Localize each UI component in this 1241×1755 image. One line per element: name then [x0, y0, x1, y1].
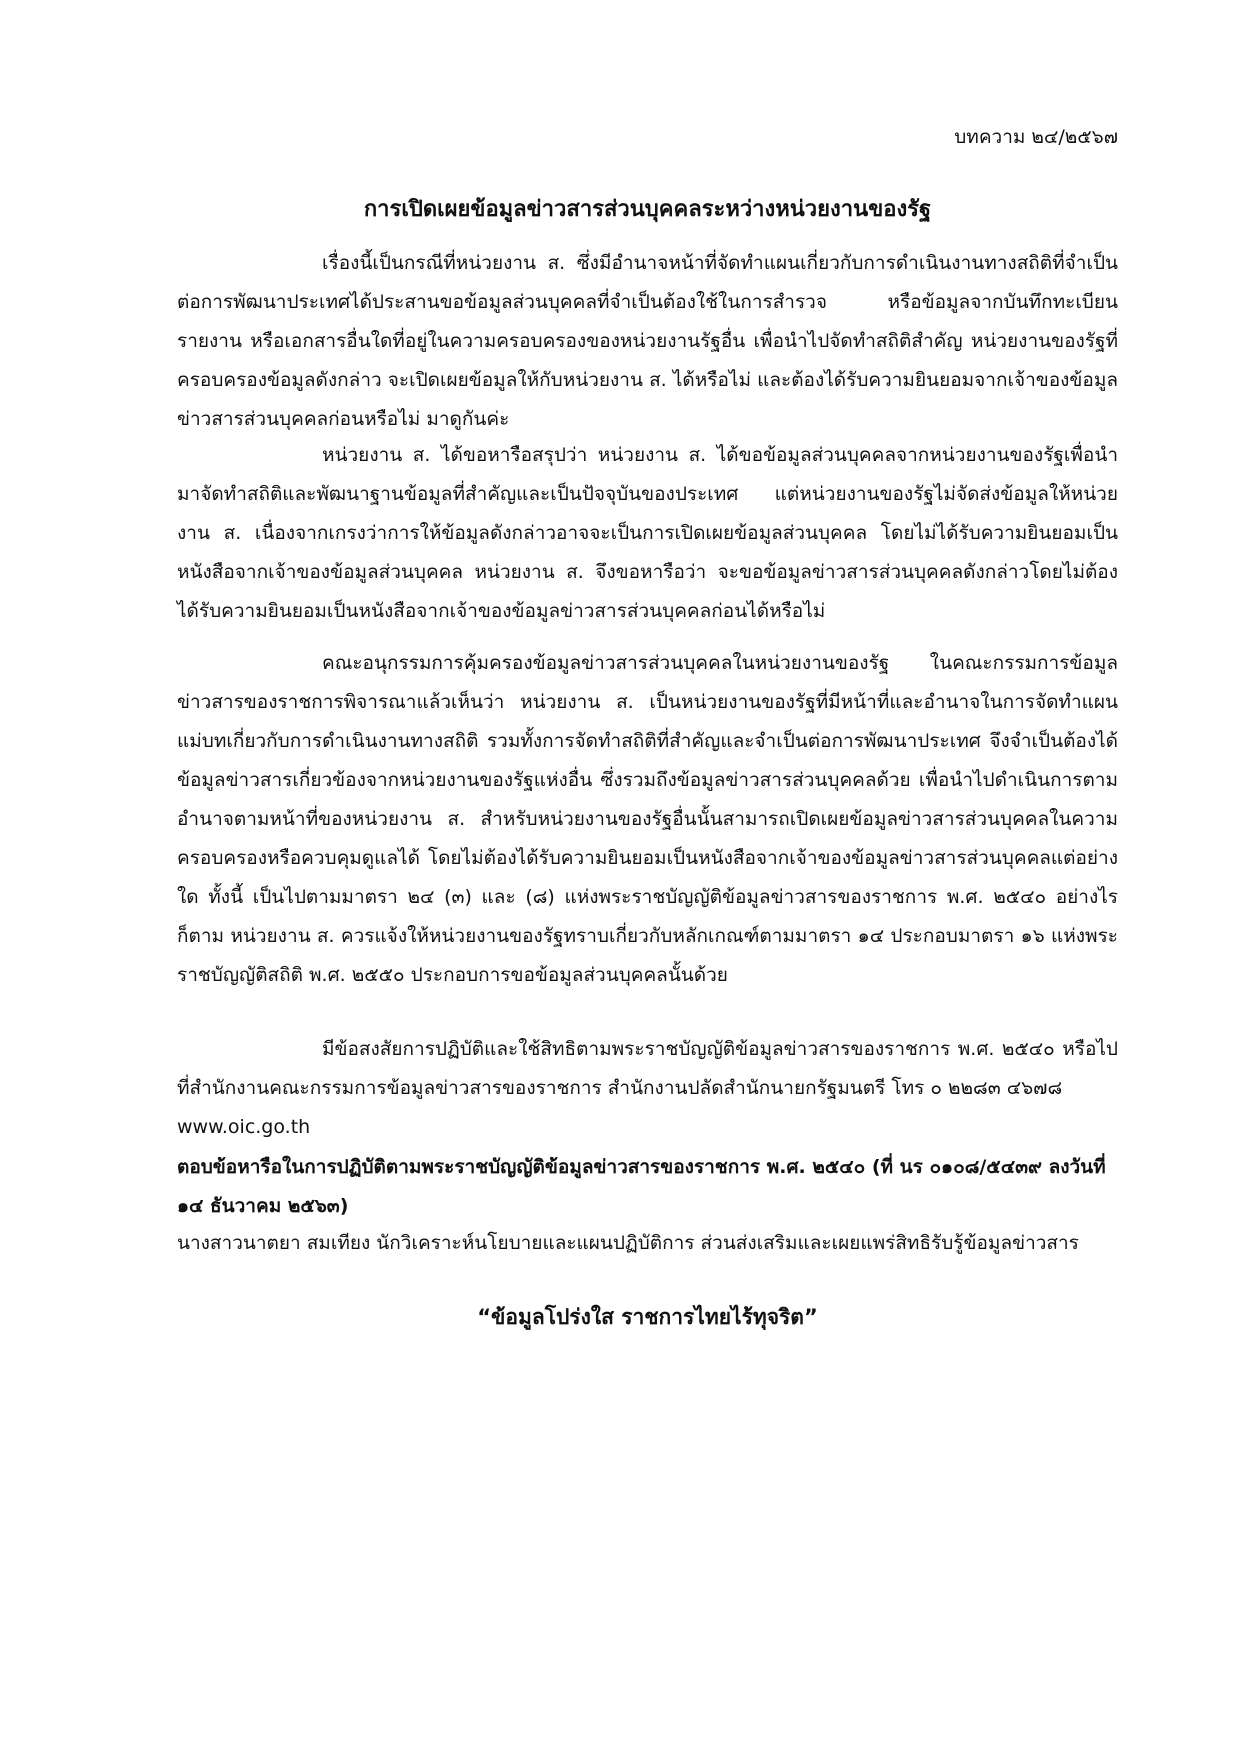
website-link[interactable]: www.oic.go.th — [177, 1116, 311, 1138]
document-page — [177, 0, 1118, 1755]
document-number: บทความ ๒๔/๒๕๖๗ — [954, 126, 1118, 148]
article-title: การเปิดเผยข้อมูลข่าวสารส่วนบุคคลระหว่างหน่วยงานของรัฐ — [363, 197, 932, 222]
paragraph-introduction: เรื่องนี้เป็นกรณีที่หน่วยงาน ส. ซึ่งมีอำนาจหน้าที่จัดทำแผนเกี่ยวกับการดำเนินงานทางสถิติที่จำเป็นต่อการพัฒนาประเทศได้ประสานขอข้อมูลส่วนบุคคลที่จำเป็นต้องใช้ในการสำรวจ หรือข้อมูลจากบันทึกทะเบียน รายงาน หรือเอกสารอื่นใดที่อยู่ในความครอบครองของหน่วยงานรัฐอื่น เพื่อนำไปจัดทำสถิติสำคัญ หน่วยงานของรัฐที่ครอบครองข้อมูลดังกล่าว จะเปิดเผยข้อมูลให้กับหน่วยงาน ส. ได้หรือไม่ และต้องได้รับความยินยอมจากเจ้าของข้อมูลข่าวสารส่วนบุคคลก่อนหรือไม่ มาดูกันค่ะ — [177, 252, 1118, 430]
paragraph-inquiry: หน่วยงาน ส. ได้ขอหารือสรุปว่า หน่วยงาน ส. ได้ขอข้อมูลส่วนบุคคลจากหน่วยงานของรัฐเพื่อนำมาจัดทำสถิติและพัฒนาฐานข้อมูลที่สำคัญและเป็นปัจจุบันของประเทศ แต่หน่วยงานของรัฐไม่จัดส่งข้อมูลให้หน่วยงาน ส. เนื่องจากเกรงว่าการให้ข้อมูลดังกล่าวอาจจะเป็นการเปิดเผยข้อมูลส่วนบุคคล โดยไม่ได้รับความยินยอมเป็นหนังสือจากเจ้าของข้อมูลส่วนบุคคล หน่วยงาน ส. จึงขอหารือว่า จะขอข้อมูลข่าวสารส่วนบุคคลดังกล่าวโดยไม่ต้องได้รับความยินยอมเป็นหนังสือจากเจ้าของข้อมูลข่าวสารส่วนบุคคลก่อนได้หรือไม่ — [177, 444, 1118, 622]
author-credit: นางสาวนาตยา สมเทียง นักวิเคราะห์นโยบายและแผนปฏิบัติการ ส่วนส่งเสริมและเผยแพร่สิทธิรับรู้ข้อมูลข่าวสาร — [177, 1232, 1079, 1254]
paragraph-committee-opinion: คณะอนุกรรมการคุ้มครองข้อมูลข่าวสารส่วนบุคคลในหน่วยงานของรัฐ ในคณะกรรมการข้อมูลข่าวสารของราชการพิจารณาแล้วเห็นว่า หน่วยงาน ส. เป็นหน่วยงานของรัฐที่มีหน้าที่และอำนาจในการจัดทำแผนแม่บทเกี่ยวกับการดำเนินงานทางสถิติ รวมทั้งการจัดทำสถิติที่สำคัญและจำเป็นต่อการพัฒนาประเทศ จึงจำเป็นต้องได้ข้อมูลข่าวสารเกี่ยวข้องจากหน่วยงานของรัฐแห่งอื่น ซึ่งรวมถึงข้อมูลข่าวสารส่วนบุคคลด้วย เพื่อนำไปดำเนินการตามอำนาจตามหน้าที่ของหน่วยงาน ส. สำหรับหน่วยงานของรัฐอื่นนั้นสามารถเปิดเผยข้อมูลข่าวสารส่วนบุคคลในความครอบครองหรือควบคุมดูแลได้ โดยไม่ต้องได้รับความยินยอมเป็นหนังสือจากเจ้าของข้อมูลข่าวสารส่วนบุคคลแต่อย่างใด ทั้งนี้ เป็นไปตามมาตรา ๒๔ (๓) และ (๘) แห่งพระราชบัญญัติข้อมูลข่าวสารของราชการ พ.ศ. ๒๕๔๐ อย่างไรก็ตาม หน่วยงาน ส. ควรแจ้งให้หน่วยงานของรัฐทราบเกี่ยวกับหลักเกณฑ์ตามมาตรา ๑๔ ประกอบมาตรา ๑๖ แห่งพระราชบัญญัติสถิติ พ.ศ. ๒๕๕๐ ประกอบการขอข้อมูลส่วนบุคคลนั้นด้วย — [177, 652, 1118, 986]
reference-note: ตอบข้อหารือในการปฏิบัติตามพระราชบัญญัติข้อมูลข่าวสารของราชการ พ.ศ. ๒๕๔๐ (ที่ นร ๐๑๐๘/๕๔๓๙ ลงวันที่ ๑๔ ธันวาคม ๒๕๖๓) — [177, 1156, 1106, 1217]
slogan: “ข้อมูลโปร่งใส ราชการไทยไร้ทุจริต” — [477, 1305, 818, 1329]
paragraph-contact: มีข้อสงสัยการปฏิบัติและใช้สิทธิตามพระราชบัญญัติข้อมูลข่าวสารของราชการ พ.ศ. ๒๕๔๐ หรือไปที่สำนักงานคณะกรรมการข้อมูลข่าวสารของราชการ สำนักงานปลัดสำนักนายกรัฐมนตรี โทร ๐ ๒๒๘๓ ๔๖๗๘ — [177, 1038, 1118, 1099]
